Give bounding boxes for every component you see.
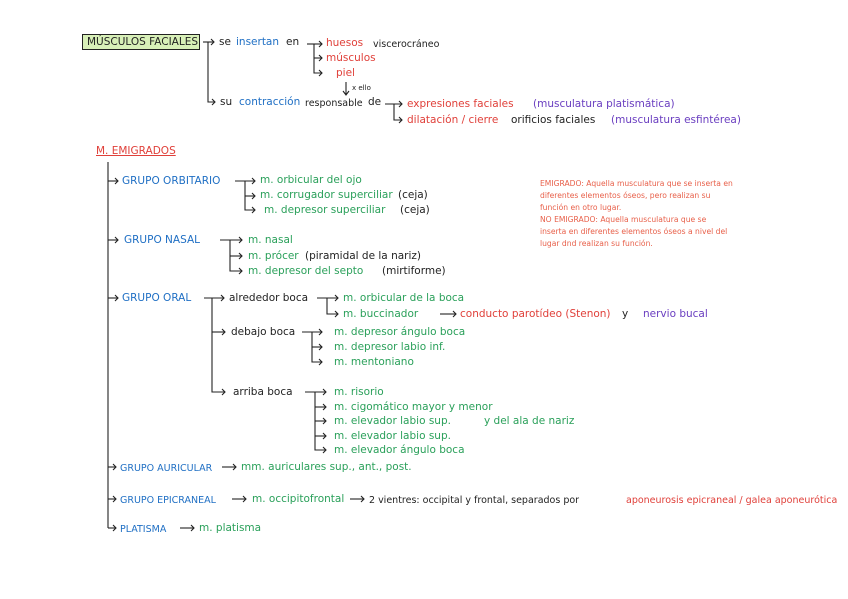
definition-line: lugar dnd realizan su función.	[540, 239, 653, 248]
dilatacion-text: dilatación / cierre	[407, 114, 499, 126]
arriba-item: m. cigomático mayor y menor	[334, 401, 493, 413]
piel-text: piel	[336, 67, 355, 79]
platisma-label: PLATISMA	[120, 524, 167, 535]
definition-line: NO EMIGRADO: Aquella musculatura que se	[540, 215, 707, 224]
alrededor-item: m. orbicular de la boca	[343, 292, 465, 304]
nasal-item: m. depresor del septo	[248, 265, 364, 277]
expresiones-text: expresiones faciales	[407, 98, 514, 110]
title-box	[82, 34, 200, 50]
arriba-item: m. elevador ángulo boca	[334, 444, 465, 456]
epicraneal-desc: 2 vientres: occipital y frontal, separados por	[369, 495, 580, 506]
orbitario-note: (ceja)	[398, 189, 428, 201]
musculos-text: músculos	[326, 52, 376, 64]
huesos-text: huesos	[326, 37, 364, 49]
definition-line: diferentes elementos óseos, pero realizan su	[540, 191, 711, 200]
alrededor-item: m. buccinador	[343, 308, 419, 320]
arriba-item: m. elevador labio sup.	[334, 415, 451, 427]
definition-line: EMIGRADO: Aquella musculatura que se inserta en	[540, 179, 733, 188]
orbitario-note: (ceja)	[400, 204, 430, 216]
y-text: y	[622, 308, 629, 320]
debajo-item: m. depresor ángulo boca	[334, 326, 466, 338]
platisma-m: m. platisma	[199, 522, 262, 534]
musc-esf-text: (musculatura esfintérea)	[611, 114, 741, 126]
orbitario-item: m. orbicular del ojo	[260, 174, 362, 186]
orbitario-item: m. corrugador superciliar	[260, 189, 393, 201]
emigrados-title: M. EMIGRADOS	[96, 145, 176, 157]
epicraneal-apo: aponeurosis epicraneal / galea aponeurótica	[626, 495, 838, 506]
su-text: su	[220, 96, 233, 108]
visceroc-text: viscerocráneo	[373, 39, 440, 50]
arriba-item: m. elevador labio sup.	[334, 430, 451, 442]
orificios-text: orificios faciales	[511, 114, 596, 126]
arriba-label: arriba boca	[233, 386, 293, 398]
auricular-text: mm. auriculares sup., ant., post.	[241, 461, 412, 473]
musc-plat-text: (musculatura platismática)	[533, 98, 675, 110]
debajo-item: m. depresor labio inf.	[334, 341, 446, 353]
ala-nariz-text: y del ala de nariz	[484, 415, 575, 427]
debajo-label: debajo boca	[231, 326, 296, 338]
contraccion-text: contracción	[239, 96, 301, 108]
definition-line: inserta en diferentes elementos óseos a nivel del	[540, 227, 728, 236]
epicraneal-m: m. occipitofrontal	[252, 493, 345, 505]
epicraneal-label: GRUPO EPICRANEAL	[120, 495, 216, 506]
de-text: de	[368, 96, 382, 108]
responsable-text: responsable	[305, 98, 363, 109]
orbitario-label: GRUPO ORBITARIO	[122, 175, 221, 187]
page-title: MÚSCULOS FACIALES	[87, 36, 199, 48]
insertan-text: insertan	[236, 36, 280, 48]
nasal-note: (mirtiforme)	[382, 265, 446, 277]
alrededor-label: alrededor boca	[229, 292, 309, 304]
arriba-item: m. risorio	[334, 386, 384, 398]
xello-text: x ello	[352, 84, 371, 92]
oral-label: GRUPO ORAL	[122, 292, 192, 304]
auricular-label: GRUPO AURICULAR	[120, 463, 213, 474]
nasal-label: GRUPO NASAL	[124, 234, 200, 246]
definition-line: función en otro lugar.	[540, 203, 622, 212]
nasal-item: m. prócer	[248, 250, 299, 262]
nervio-text: nervio bucal	[643, 308, 708, 320]
nasal-note: (piramidal de la nariz)	[305, 250, 422, 262]
en-text: en	[286, 36, 300, 48]
se-text: se	[219, 36, 231, 48]
debajo-item: m. mentoniano	[334, 356, 414, 368]
nasal-item: m. nasal	[248, 234, 293, 246]
orbitario-item: m. depresor superciliar	[264, 204, 386, 216]
conducto-text: conducto parotídeo (Stenon)	[460, 308, 611, 320]
